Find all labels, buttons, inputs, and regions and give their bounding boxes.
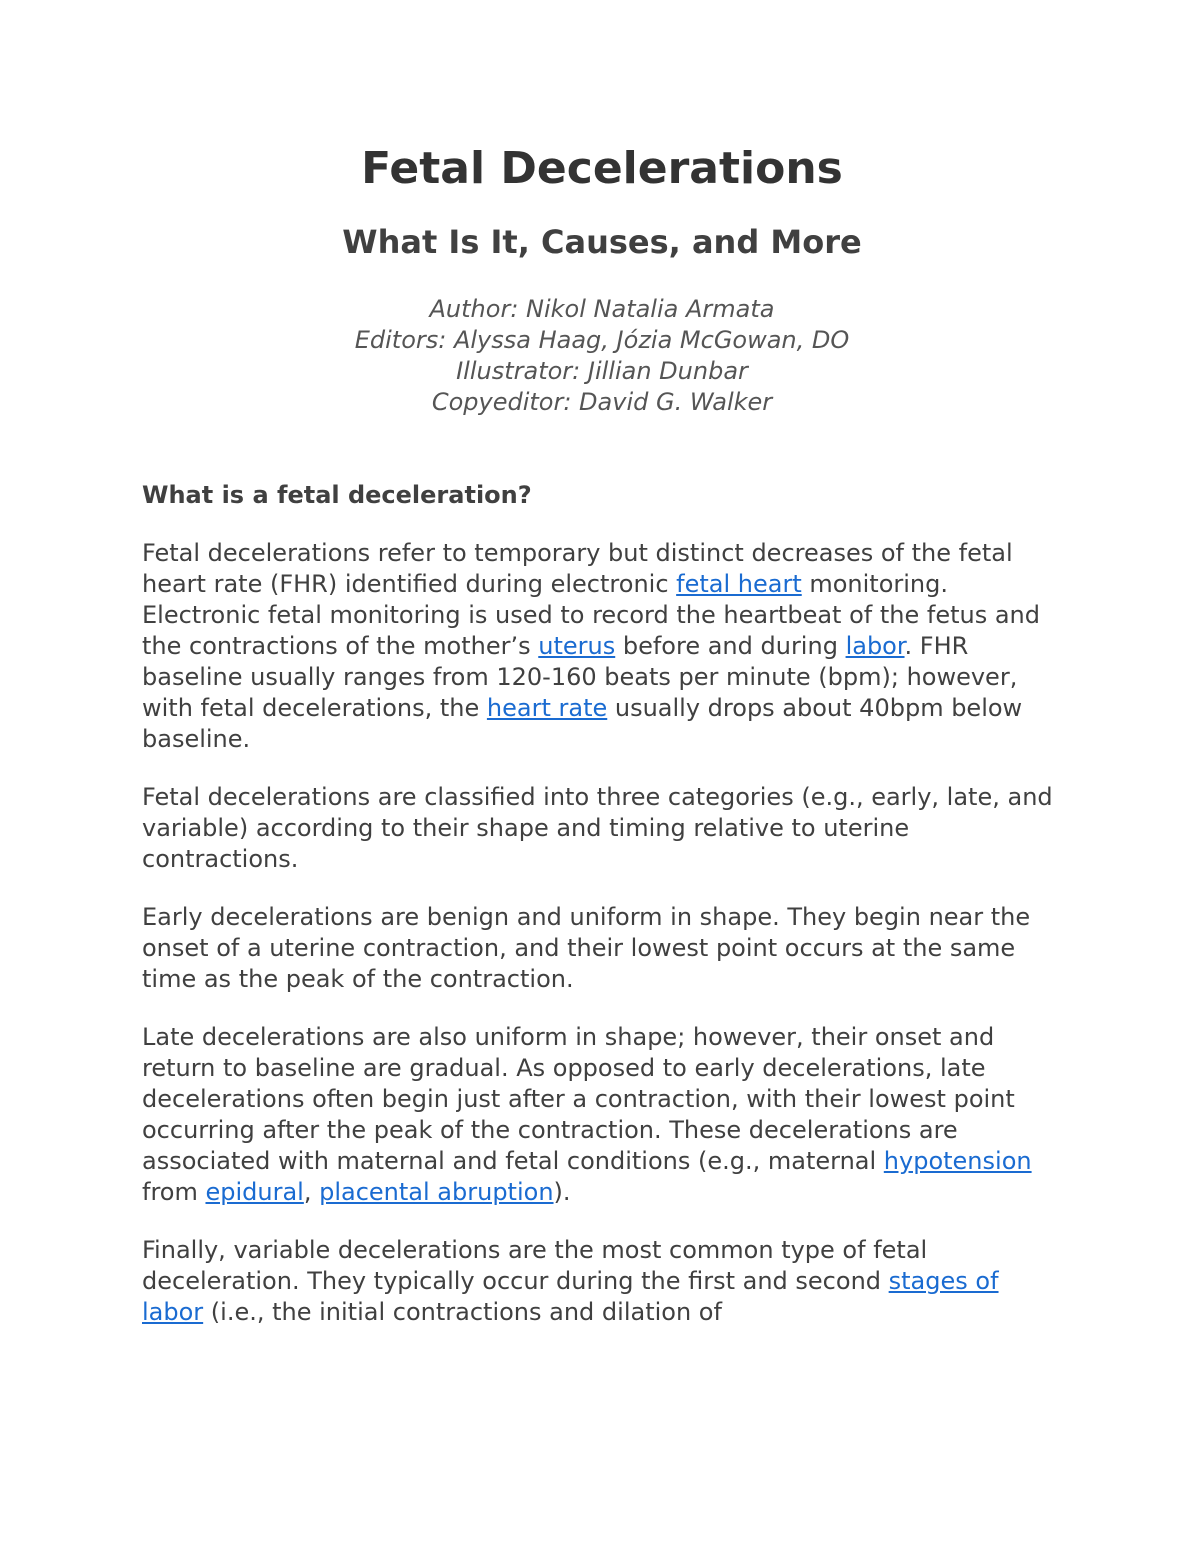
link-fetal-heart[interactable]: fetal heart [676, 570, 802, 598]
section-heading: What is a fetal deceleration? [142, 481, 532, 509]
paragraph-text: Late decelerations are also uniform in shape; however, their onset and return to baseline are gradual. As opposed to early decelerations, late decelerations often begin just after a contraction, with their lowest point occurring after the peak of the contraction. These decelerations are associated with maternal and fetal conditions (e.g., maternal [142, 1023, 1015, 1175]
document-page [142, 140, 1062, 1328]
paragraph-late [142, 1022, 1062, 1208]
paragraph-intro [142, 538, 1062, 755]
paragraph-text: from [142, 1178, 206, 1206]
link-placental-abruption[interactable]: placental abruption [319, 1178, 554, 1206]
paragraph-text: Fetal decelerations refer to temporary but distinct decreases of the fetal heart rate (FHR) identified during electronic [142, 539, 1013, 598]
credits-block [142, 294, 1062, 418]
paragraph-early: Early decelerations are benign and uniform in shape. They begin near the onset of a uterine contraction, and their lowest point occurs at the same time as the peak of the contraction. [142, 903, 1031, 993]
copyeditor-line: Copyeditor: David G. Walker [431, 388, 773, 416]
link-labor[interactable]: labor [845, 632, 905, 660]
link-stages-of-labor[interactable]: stages of labor [142, 1267, 999, 1326]
link-epidural[interactable]: epidural [205, 1178, 304, 1206]
paragraph-text: before and during [615, 632, 846, 660]
paragraph-text: . FHR baseline usually ranges from 120-160 beats per minute (bpm); however, with fetal decelerations, the [142, 632, 1018, 722]
author-line: Author: Nikol Natalia Armata [429, 295, 775, 323]
paragraph-text: (i.e., the initial contractions and dilation of [203, 1298, 722, 1326]
paragraph-categories: Fetal decelerations are classified into three categories (e.g., early, late, and variable) according to their shape and timing relative to uterine contractions. [142, 783, 1053, 873]
document-title: Fetal Decelerations [361, 143, 843, 194]
paragraph-text: monitoring. Electronic fetal monitoring is used to record the heartbeat of the fetus and the contractions of the mother’s [142, 570, 1040, 660]
link-heart-rate[interactable]: heart rate [486, 694, 608, 722]
document-subtitle: What Is It, Causes, and More [342, 223, 862, 261]
editors-line: Editors: Alyssa Haag, Józia McGowan, DO [354, 326, 850, 354]
paragraph-text: usually drops about 40bpm below baseline. [142, 694, 1023, 753]
paragraph-text: Finally, variable decelerations are the most common type of fetal deceleration. They typically occur during the first and second [142, 1236, 928, 1295]
paragraph-variable [142, 1235, 1062, 1328]
paragraph-text: , [303, 1178, 320, 1206]
illustrator-line: Illustrator: Jillian Dunbar [456, 357, 748, 385]
paragraph-text: ). [553, 1178, 571, 1206]
link-uterus[interactable]: uterus [538, 632, 616, 660]
link-hypotension[interactable]: hypotension [883, 1147, 1032, 1175]
